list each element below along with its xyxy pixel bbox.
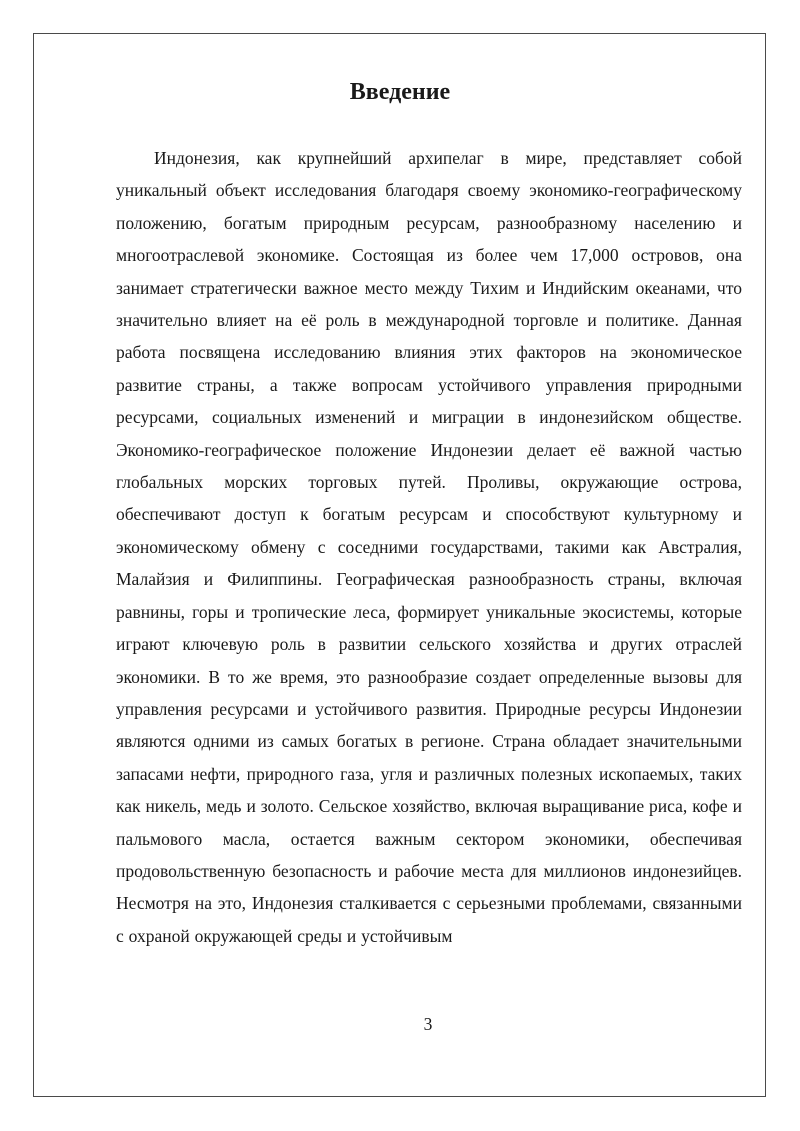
page-number: 3 <box>423 1014 433 1034</box>
body-paragraph: Индонезия, как крупнейший архипелаг в мире, представляет собой уникальный объект исследования благодаря своему экономико-географическому положению, богатым природным ресурсам, разнообразному населению и многоотраслевой экономике. Состоящая из более чем 17,000 островов, она занимает стратегически важное место между Тихим и Индийским океанами, что значительно влияет на её роль в международной торговле и политике. Данная работа посвящена исследованию влияния этих факторов на экономическое развитие страны, а также вопросам устойчивого управления природными ресурсами, социальных изменений и миграции в индонезийском обществе. Экономико-географическое положение Индонезии делает её важной частью глобальных морских торговых путей. Проливы, окружающие острова, обеспечивают доступ к богатым ресурсам и способствуют культурному и экономическому обмену с соседними государствами, такими как Австралия, Малайзия и Филиппины. Географическая разнообразность страны, включая равнины, горы и тропические леса, формирует уникальные экосистемы, которые играют ключевую роль в развитии сельского хозяйства и других отраслей экономики. В то же время, это разнообразие создает определенные вызовы для управления ресурсами и устойчивого развития. Природные ресурсы Индонезии являются одними из самых богатых в регионе. Страна обладает значительными запасами нефти, природного газа, угля и различных полезных ископаемых, таких как никель, медь и золото. Сельское хозяйство, включая выращивание риса, кофе и пальмового масла, остается важным сектором экономики, обеспечивая продовольственную безопасность и рабочие места для миллионов индонезийцев. Несмотря на это, Индонезия сталкивается с серьезными проблемами, связанными с охраной окружающей среды и устойчивым <box>116 148 742 946</box>
page-title: Введение <box>349 79 451 105</box>
